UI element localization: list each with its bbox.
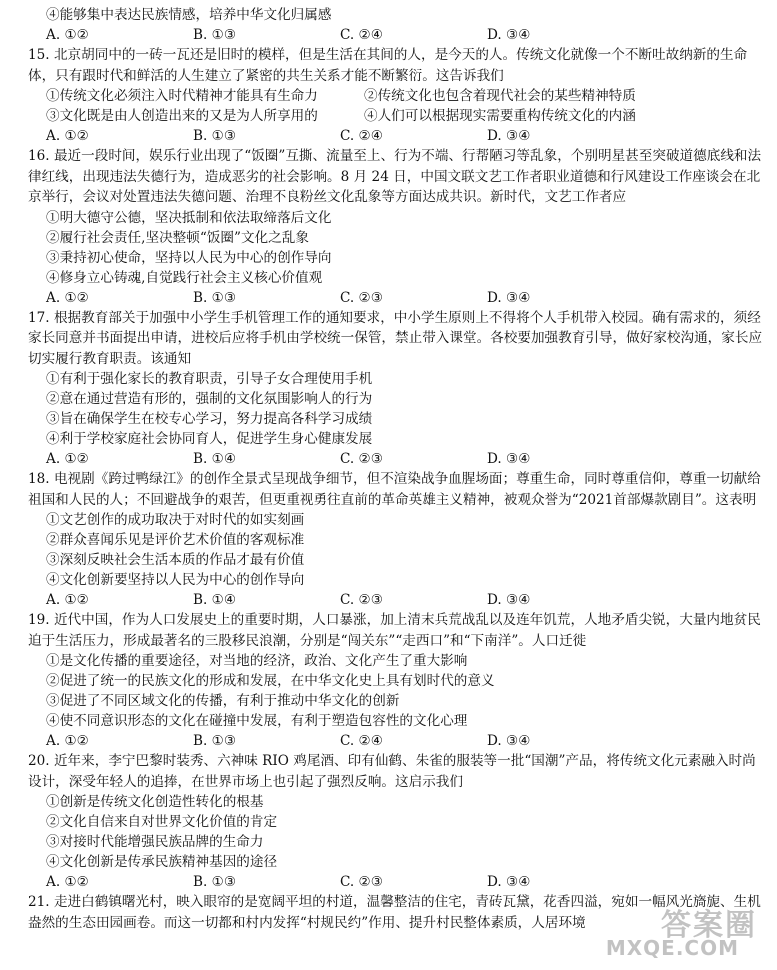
q19-item-2: ②促进了统一的民族文化的形成和发展，在中华文化史上具有划时代的意义	[46, 673, 495, 689]
q16-stem: 16. 最近一段时间，娱乐行业出现了“饭圈”互撕、流量至上、行为不端、行帮陋习等乱象，个别明星甚至突破道德底线和法律红线，出现违法失德行为，造成恶劣的社会影响。8 月 24 日，中国文联文艺工作者职业道德和行风建设工作座谈会在北京举行，会议对处置违法失德问题、治理不良粉丝文化乱象等方面达成共识。新时代，文艺工作者应	[28, 148, 762, 205]
q17-item-1: ①有利于强化家长的教育职责，引导子女合理使用手机	[46, 371, 373, 387]
q14-options	[28, 25, 763, 45]
q15-option-b: B. ①③	[193, 128, 237, 144]
q15-option-d: D. ③④	[487, 128, 531, 144]
q16-item-2: ②履行社会责任,坚决整顿“饭圈”文化之乱象	[46, 229, 309, 246]
q14-option-c: C. ②④	[340, 27, 383, 43]
q18-option-d: D. ③④	[487, 592, 531, 608]
q20-option-d: D. ③④	[487, 874, 531, 890]
q18-option-b: B. ①④	[193, 592, 237, 608]
q15-item-4: ④人们可以根据现实需要重构传统文化的内涵	[364, 108, 636, 124]
q15-item-2: ②传统文化也包含着现代社会的某些精神特质	[364, 88, 636, 104]
q18-item-2: ②群众喜闻乐见是评价艺术价值的客观标准	[46, 532, 305, 548]
q15-item-3: ③文化既是由人创造出来的又是为人所享用的	[46, 108, 318, 124]
q19-option-d: D. ③④	[487, 733, 531, 749]
q17-item-4: ④利于学校家庭社会协同育人，促进学生身心健康发展	[46, 431, 373, 447]
q19-option-a: A. ①②	[46, 733, 89, 749]
q18-options	[28, 590, 763, 610]
q17-item-3: ③旨在确保学生在校专心学习，努力提高各科学习成绩	[46, 411, 373, 427]
q17-option-d: D. ③④	[487, 451, 531, 467]
q16-options	[28, 288, 763, 308]
q17-stem: 17. 根据教育部关于加强中小学生手机管理工作的通知要求，中小学生原则上不得将个人手机带入校园。确有需求的，须经家长同意并书面提出申请，进校后应将手机由学校统一保管，禁止带入课堂。各校要加强教育引导，做好家校沟通，家长应切实履行教育职责。该通知	[28, 309, 763, 367]
q19-item-4: ④使不同意识形态的文化在碰撞中发展，有利于塑造包容性的文化心理	[46, 713, 468, 729]
q16-option-b: B. ①③	[193, 289, 237, 306]
q18-item-4: ④文化创新要坚持以人民为中心的创作导向	[46, 572, 305, 588]
q14-option-a: A. ①②	[46, 27, 89, 43]
q16-option-d: D. ③④	[487, 289, 531, 306]
q20-option-b: B. ①③	[193, 874, 237, 890]
q15-options	[28, 126, 763, 146]
q19-options	[28, 731, 763, 751]
q15-stem: 15. 北京胡同中的一砖一瓦还是旧时的模样，但是生活在其间的人，是今天的人。传统文化就像一个不断吐故纳新的生命体，只有跟时代和鲜活的人生建立了紧密的共生关系才能不断繁衍。这告诉我们	[28, 47, 748, 84]
q16-option-c: C. ②③	[340, 289, 383, 306]
q15-items-row2	[28, 106, 763, 126]
q20-item-3: ③对接时代能增强民族品牌的生命力	[46, 834, 264, 850]
q16-item-4: ④修身立心铸魂,自觉践行社会主义核心价值观	[46, 269, 323, 286]
q19-item-3: ③促进了不同区域文化的传播，有利于推动中华文化的创新	[46, 693, 400, 709]
q17-option-c: C. ②③	[340, 451, 383, 467]
q14-option-b: B. ①③	[193, 27, 237, 43]
q18-item-1: ①文艺创作的成功取决于对时代的如实刻画	[46, 512, 305, 528]
q19-stem: 19. 近代中国，作为人口发展史上的重要时期，人口暴涨，加上清末兵荒战乱以及连年饥荒，人地矛盾尖锐，大量内地贫民迫于生活压力，形成最著名的三股移民浪潮，分别是“闯关东”“走西口”和“下南洋”。人口迁徙	[28, 612, 761, 649]
q16-item-3: ③秉持初心使命，坚持以人民为中心的创作导向	[46, 249, 332, 266]
q14-item-4: ④能够集中表达民族情感，培养中华文化归属感	[46, 7, 332, 23]
q20-options	[28, 872, 763, 892]
q14-option-d: D. ③④	[487, 27, 531, 43]
q20-item-2: ②文化自信来自对世界文化价值的肯定	[46, 814, 278, 830]
q16-option-a: A. ①②	[46, 289, 89, 306]
q17-option-b: B. ①④	[193, 451, 237, 467]
q18-stem: 18. 电视剧《跨过鸭绿江》的创作全景式呈现战争细节，但不渲染战争血腥场面；尊重生命，同时尊重信仰，尊重一切献给祖国和人民的人；不回避战争的艰苦，但更重视勇往直前的革命英雄主义精神，被观众誉为“2021首部爆款剧目”。这表明	[28, 471, 761, 508]
watermark-bottom-text: MXQE.COM	[605, 936, 739, 960]
q20-item-4: ④文化创新是传承民族精神基因的途径	[46, 854, 278, 870]
q20-option-a: A. ①②	[46, 874, 89, 890]
q17-option-a: A. ①②	[46, 451, 89, 467]
q15-option-a: A. ①②	[46, 128, 89, 144]
q15-item-1: ①传统文化必须注入时代精神才能具有生命力	[46, 88, 318, 104]
q19-option-c: C. ②④	[340, 733, 383, 749]
q17-options	[28, 449, 763, 469]
q20-item-1: ①创新是传统文化创造性转化的根基	[46, 794, 264, 810]
q15-option-c: C. ②④	[340, 128, 383, 144]
q17-item-2: ②意在通过营造有形的，强制的文化氛围影响人的行为	[46, 391, 373, 407]
q21-stem: 21. 走进白鹤镇曙光村，映入眼帘的是宽阔平坦的村道，温馨整洁的住宅，青砖瓦黛，花香四溢，宛如一幅风光旖旎、生机盎然的生态田园画卷。而这一切都和村内发挥“村规民约”作用、提升村民整体素质，人居环境	[28, 894, 761, 931]
q19-item-1: ①是文化传播的重要途径，对当地的经济，政治、文化产生了重大影响	[46, 653, 468, 669]
q20-option-c: C. ②③	[340, 874, 383, 890]
q15-items-row1	[28, 86, 763, 106]
q18-option-c: C. ②③	[340, 592, 383, 608]
watermark-top-text: 答案圈	[661, 908, 757, 943]
q18-item-3: ③深刻反映社会生活本质的作品才最有价值	[46, 552, 305, 568]
q20-stem: 20. 近年来，李宁巴黎时装秀、六神味 RIO 鸡尾酒、印有仙鹤、朱雀的服装等一批“国潮”产品，将传统文化元素融入时尚设计，深受年轻人的追捧，在世界市场上也引起了强烈反响。这启示我们	[28, 753, 756, 790]
q16-item-1: ①明大德守公德，坚决抵制和依法取缔落后文化	[46, 209, 332, 226]
q19-option-b: B. ①③	[193, 733, 237, 749]
q18-option-a: A. ①②	[46, 592, 89, 608]
